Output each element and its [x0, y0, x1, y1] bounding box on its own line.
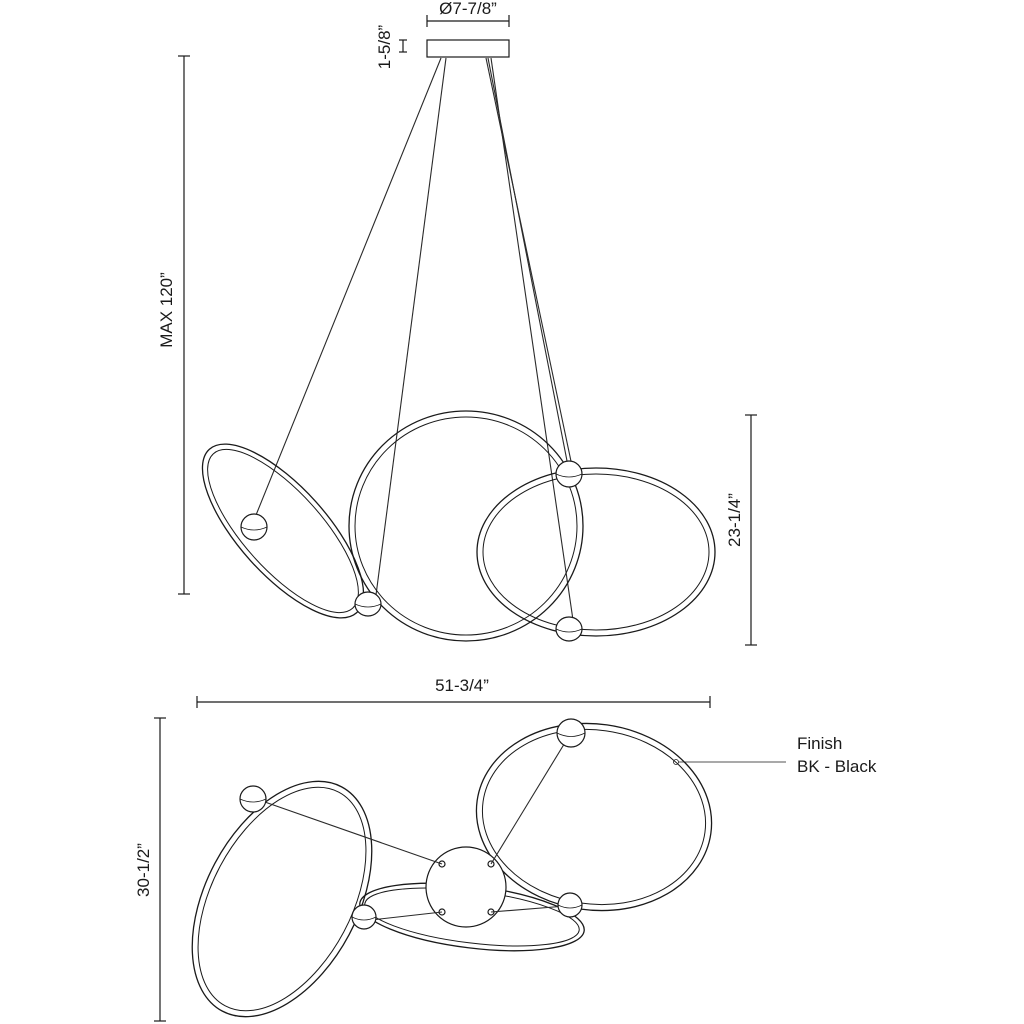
plan-connector-center: [352, 905, 376, 929]
canopy-diameter-dimension: [427, 0, 509, 27]
fixture-height-label: 23-1/4”: [725, 493, 744, 547]
connector-right-top: [556, 461, 582, 487]
overall-width-dimension: [197, 676, 710, 708]
overall-width-label: 51-3/4”: [435, 676, 489, 695]
overall-depth-dimension: [134, 718, 166, 1021]
plan-cables: [262, 741, 566, 920]
elevation-view: [157, 0, 757, 645]
finish-callout: [674, 734, 877, 776]
canopy-diameter-label: Ø7-7/8”: [439, 0, 497, 18]
canopy-height-label: 1-5/8”: [375, 24, 394, 70]
plan-connector-left: [240, 786, 266, 812]
finish-label: Finish: [797, 734, 843, 753]
plan-connector-right-top: [557, 719, 585, 747]
fixture-height-dimension: [725, 415, 757, 645]
plan-left-ring: [155, 751, 408, 1024]
plan-connector-right: [558, 893, 582, 917]
max-height-label: MAX 120”: [157, 272, 176, 348]
connector-left: [241, 514, 267, 540]
connector-center-bottom: [355, 592, 381, 616]
plan-view: [134, 676, 877, 1024]
connector-right-bottom: [556, 617, 582, 641]
overall-depth-label: 30-1/2”: [134, 843, 153, 897]
canopy: [427, 40, 509, 57]
suspension-cables: [254, 58, 573, 620]
right-ring: [477, 468, 715, 636]
max-height-dimension: [157, 56, 190, 594]
finish-value: BK - Black: [797, 757, 877, 776]
canopy-height-dimension: [375, 24, 407, 69]
